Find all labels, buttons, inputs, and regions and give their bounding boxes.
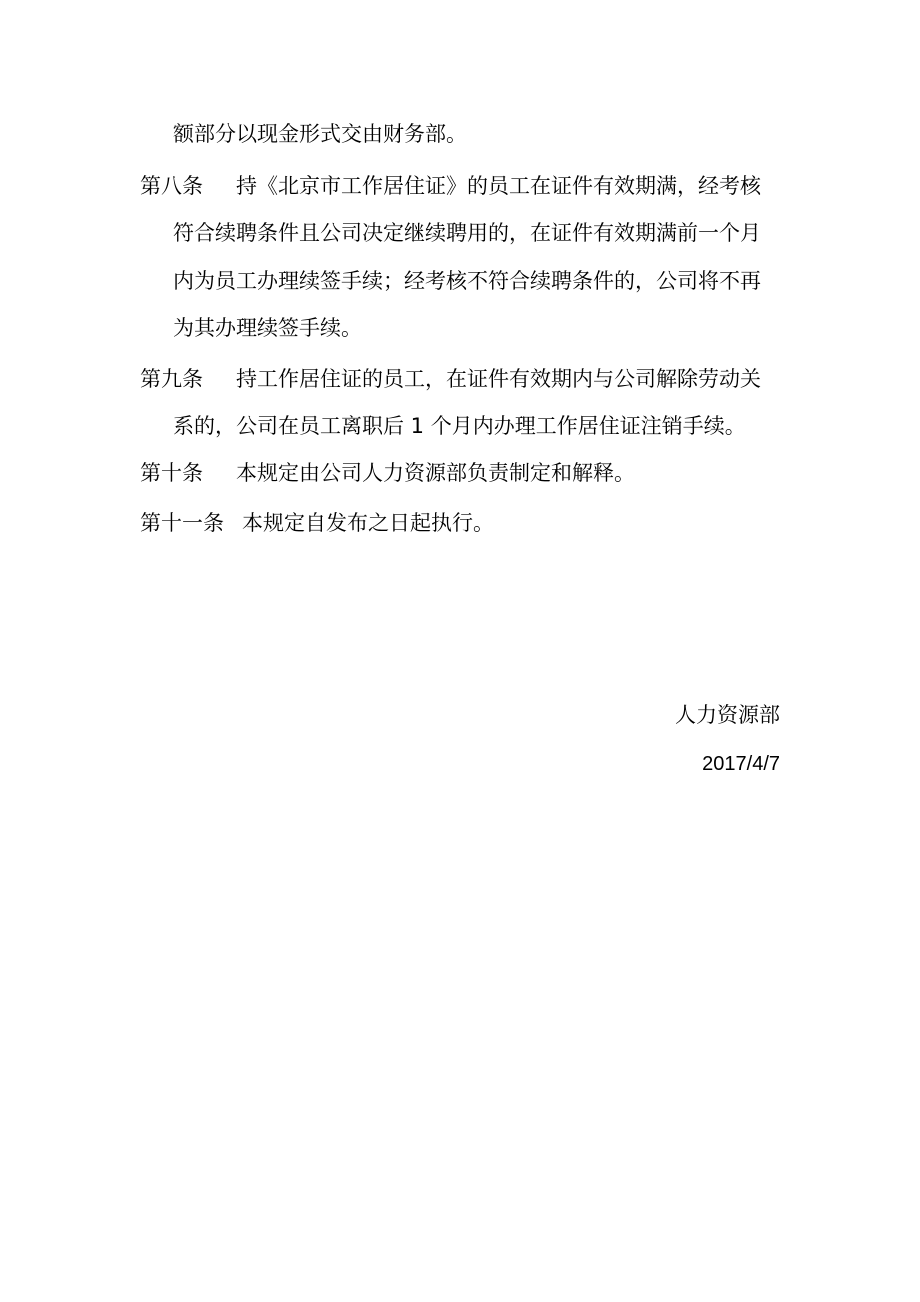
article-11-line-1: 本规定自发布之日起执行。 — [242, 511, 494, 535]
article-11-number: 第十一条 — [140, 511, 224, 535]
signature-department: 人力资源部 — [675, 703, 780, 727]
article-8-line-4: 为其办理续签手续。 — [173, 316, 362, 340]
article-8-line-1: 持《北京市工作居住证》的员工在证件有效期满，经考核 — [236, 174, 761, 198]
article-9-number: 第九条 — [140, 367, 203, 391]
article-9-line-2: 系的，公司在员工离职后 1 个月内办理工作居住证注销手续。 — [173, 414, 746, 438]
article-10-number: 第十条 — [140, 461, 203, 485]
article-10-line-1: 本规定由公司人力资源部负责制定和解释。 — [236, 461, 635, 485]
article-8-number: 第八条 — [140, 174, 203, 198]
article-9-line-1: 持工作居住证的员工，在证件有效期内与公司解除劳动关 — [236, 367, 761, 391]
article-8-line-3: 内为员工办理续签手续；经考核不符合续聘条件的，公司将不再 — [173, 269, 761, 293]
signature-date: 2017/4/7 — [702, 753, 780, 775]
article-8-line-2: 符合续聘条件且公司决定继续聘用的，在证件有效期满前一个月 — [173, 221, 761, 245]
continuation-text: 额部分以现金形式交由财务部。 — [173, 122, 467, 146]
